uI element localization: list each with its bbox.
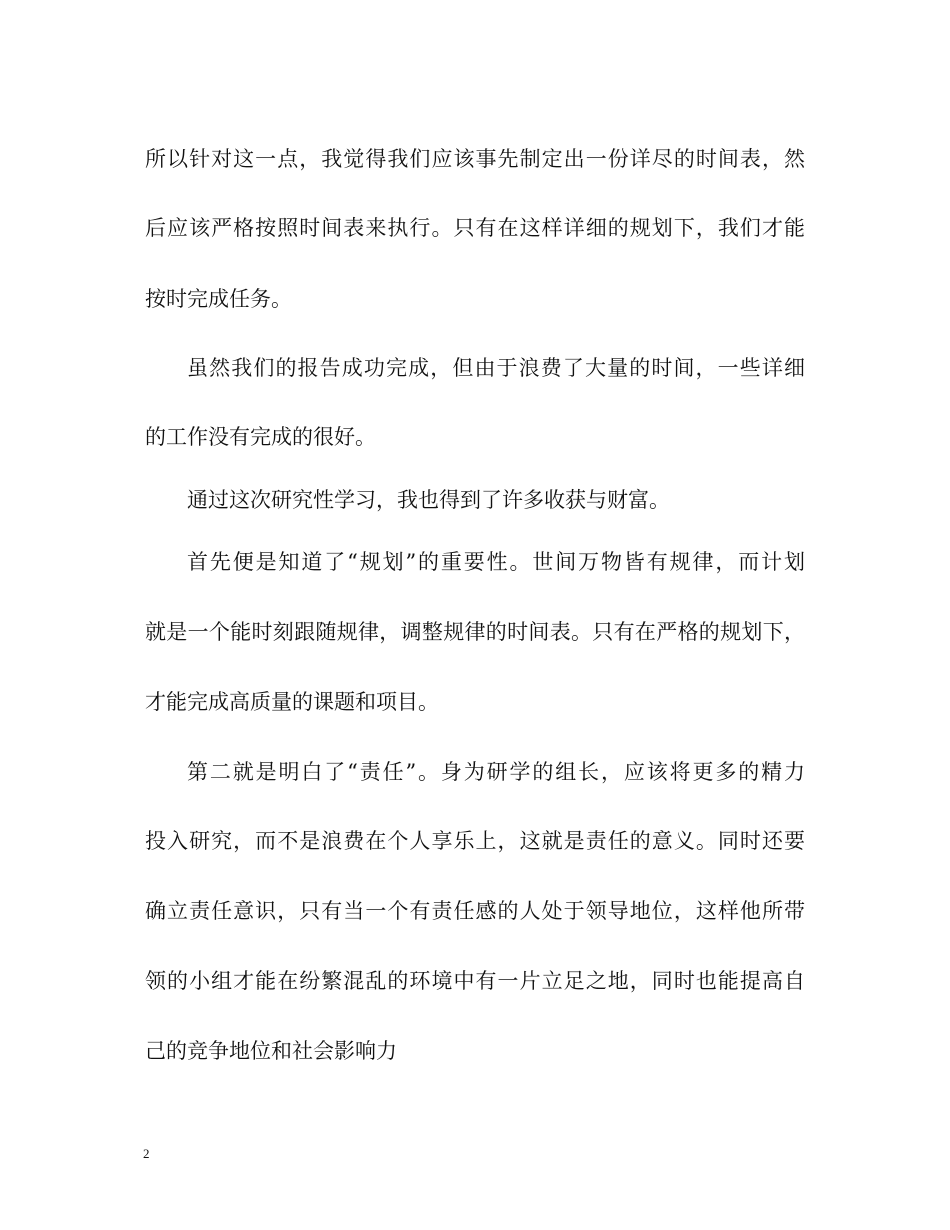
paragraph-2-line-2: 的工作没有完成的很好。 xyxy=(145,425,376,449)
paragraph-1-line-2: 后应该严格按照时间表来执行。只有在这样详细的规划下，我们才能 xyxy=(145,216,805,240)
paragraph-1-line-1: 所以针对这一点，我觉得我们应该事先制定出一份详尽的时间表，然 xyxy=(145,147,805,171)
paragraph-5-line-3: 确立责任意识，只有当一个有责任感的人处于领导地位，这样他所带 xyxy=(145,899,805,923)
paragraph-5-line-1: 第二就是明白了“责任”。身为研学的组长，应该将更多的精力 xyxy=(187,760,805,784)
paragraph-2-line-1: 虽然我们的报告成功完成，但由于浪费了大量的时间，一些详细 xyxy=(187,356,805,380)
paragraph-5-line-2: 投入研究，而不是浪费在个人享乐上，这就是责任的意义。同时还要 xyxy=(145,829,805,853)
paragraph-4-line-3: 才能完成高质量的课题和项目。 xyxy=(145,690,439,714)
paragraph-5-line-5: 己的竞争地位和社会影响力 xyxy=(145,1039,397,1063)
paragraph-4-line-2: 就是一个能时刻跟随规律，调整规律的时间表。只有在严格的规划下， xyxy=(145,620,805,644)
paragraph-5-line-4: 领的小组才能在纷繁混乱的环境中有一片立足之地，同时也能提高自 xyxy=(145,969,805,993)
paragraph-1-line-3: 按时完成任务。 xyxy=(145,287,292,311)
page-number: 2 xyxy=(143,1146,150,1161)
paragraph-4-line-1: 首先便是知道了“规划”的重要性。世间万物皆有规律，而计划 xyxy=(187,550,805,574)
paragraph-3-line-1: 通过这次研究性学习，我也得到了许多收获与财富。 xyxy=(187,488,670,512)
